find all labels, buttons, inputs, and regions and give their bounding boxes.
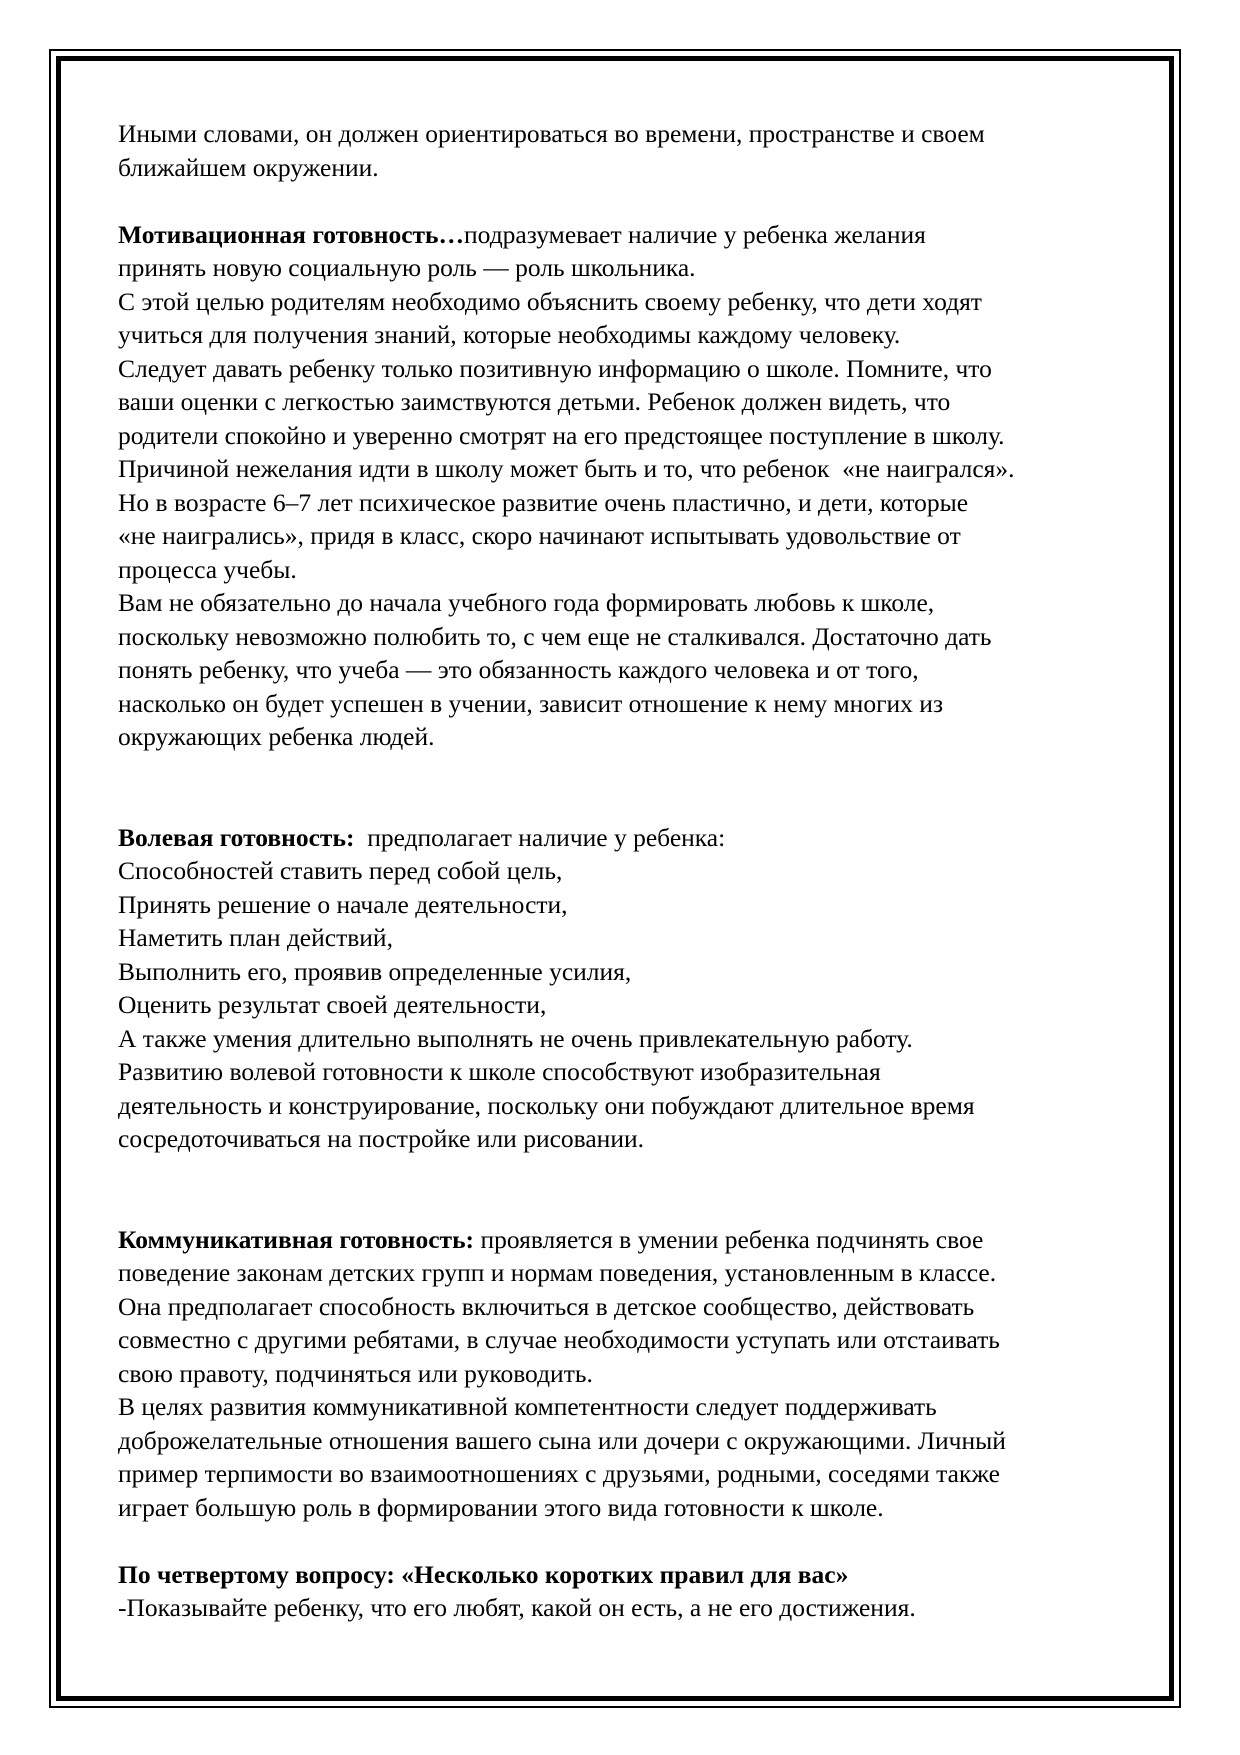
- text-line: совместно с другими ребятами, в случае необходимости уступать или отстаивать: [118, 1325, 1000, 1354]
- paragraph-block: [118, 117, 1158, 184]
- text-line: Способностей ставить перед собой цель,: [118, 856, 563, 885]
- section-heading: Коммуникативная готовность:: [118, 1224, 475, 1254]
- text-line: процесса учебы.: [118, 554, 297, 584]
- text-line: поведение законам детских групп и нормам поведения, установленным в классе.: [118, 1258, 997, 1287]
- text-line: окружающих ребенка людей.: [118, 722, 435, 751]
- paragraph-block: [118, 1558, 1158, 1625]
- text-line: сосредоточиваться на постройке или рисовании.: [118, 1124, 644, 1153]
- heading-continuation: проявляется в умении ребенка подчинять свое: [474, 1224, 984, 1254]
- paragraph-block: [118, 218, 1158, 754]
- text-line: ваши оценки с легкостью заимствуются детьми. Ребенок должен видеть, что: [118, 387, 951, 416]
- text-line: А также умения длительно выполнять не очень привлекательную работу.: [118, 1023, 913, 1053]
- paragraph-spacer: [118, 754, 1158, 821]
- text-line: -Показывайте ребенку, что его любят, какой он есть, а не его достижения.: [118, 1593, 916, 1622]
- text-line: свою правоту, подчиняться или руководить.: [118, 1358, 593, 1388]
- text-line: доброжелательные отношения вашего сына или дочери с окружающими. Личный: [118, 1425, 1006, 1455]
- text-line: ближайшем окружении.: [118, 152, 379, 182]
- paragraph-spacer: [118, 1524, 1158, 1558]
- text-line: учиться для получения знаний, которые необходимы каждому человеку.: [118, 320, 901, 349]
- section-heading-line: [118, 218, 1158, 252]
- heading-continuation: предполагает наличие у ребенка:: [354, 822, 726, 852]
- text-line: деятельность и конструирование, поскольку они побуждают длительное время: [118, 1090, 975, 1120]
- text-line: поскольку невозможно полюбить то, с чем еще не сталкивался. Достаточно дать: [118, 621, 992, 651]
- section-heading-line: [118, 1558, 1158, 1592]
- text-line: принять новую социальную роль — роль школьника.: [118, 253, 696, 282]
- section-heading: По четвертому вопросу: «Несколько коротких правил для вас»: [118, 1559, 849, 1589]
- text-line: играет большую роль в формировании этого вида готовности к школе.: [118, 1492, 884, 1522]
- section-heading-line: [118, 1223, 1158, 1257]
- text-line: Иными словами, он должен ориентироваться во времени, пространстве и своем: [118, 119, 985, 148]
- section-heading: Мотивационная готовность…: [118, 219, 465, 249]
- text-line: С этой целью родителям необходимо объяснить своему ребенку, что дети ходят: [118, 286, 982, 316]
- paragraph-block: [118, 821, 1158, 1156]
- text-line: Развитию волевой готовности к школе способствуют изобразительная: [118, 1057, 881, 1086]
- text-line: понять ребенку, что учеба — это обязанность каждого человека и от того,: [118, 655, 919, 684]
- text-line: Следует давать ребенку только позитивную информацию о школе. Помните, что: [118, 353, 992, 383]
- text-line: Оценить результат своей деятельности,: [118, 990, 547, 1019]
- text-line: пример терпимости во взаимоотношениях с друзьями, родными, соседями также: [118, 1459, 1000, 1488]
- text-line: Но в возрасте 6–7 лет психическое развитие очень пластично, и дети, которые: [118, 487, 969, 517]
- paragraph-spacer: [118, 1156, 1158, 1223]
- paragraph-block: [118, 1223, 1158, 1525]
- text-line: Принять решение о начале деятельности,: [118, 889, 568, 919]
- heading-continuation: подразумевает наличие у ребенка желания: [464, 219, 926, 249]
- text-line: Наметить план действий,: [118, 923, 393, 952]
- section-heading-line: [118, 821, 1158, 855]
- text-line: Выполнить его, проявив определенные усилия,: [118, 956, 632, 986]
- paragraph-spacer: [118, 184, 1158, 218]
- text-line: родители спокойно и уверенно смотрят на его предстоящее поступление в школу.: [118, 420, 1005, 450]
- text-line: «не наигрались», придя в класс, скоро начинают испытывать удовольствие от: [118, 521, 961, 550]
- text-line: насколько он будет успешен в учении, зависит отношение к нему многих из: [118, 688, 944, 718]
- text-line: В целях развития коммуникативной компетентности следует поддерживать: [118, 1392, 937, 1421]
- document-body: [118, 117, 1158, 1625]
- text-line: Вам не обязательно до начала учебного года формировать любовь к школе,: [118, 588, 935, 617]
- text-line: Она предполагает способность включиться в детское сообщество, действовать: [118, 1291, 975, 1321]
- text-line: Причиной нежелания идти в школу может быть и то, что ребенок «не наигрался».: [118, 454, 1015, 483]
- section-heading: Волевая готовность:: [118, 822, 355, 852]
